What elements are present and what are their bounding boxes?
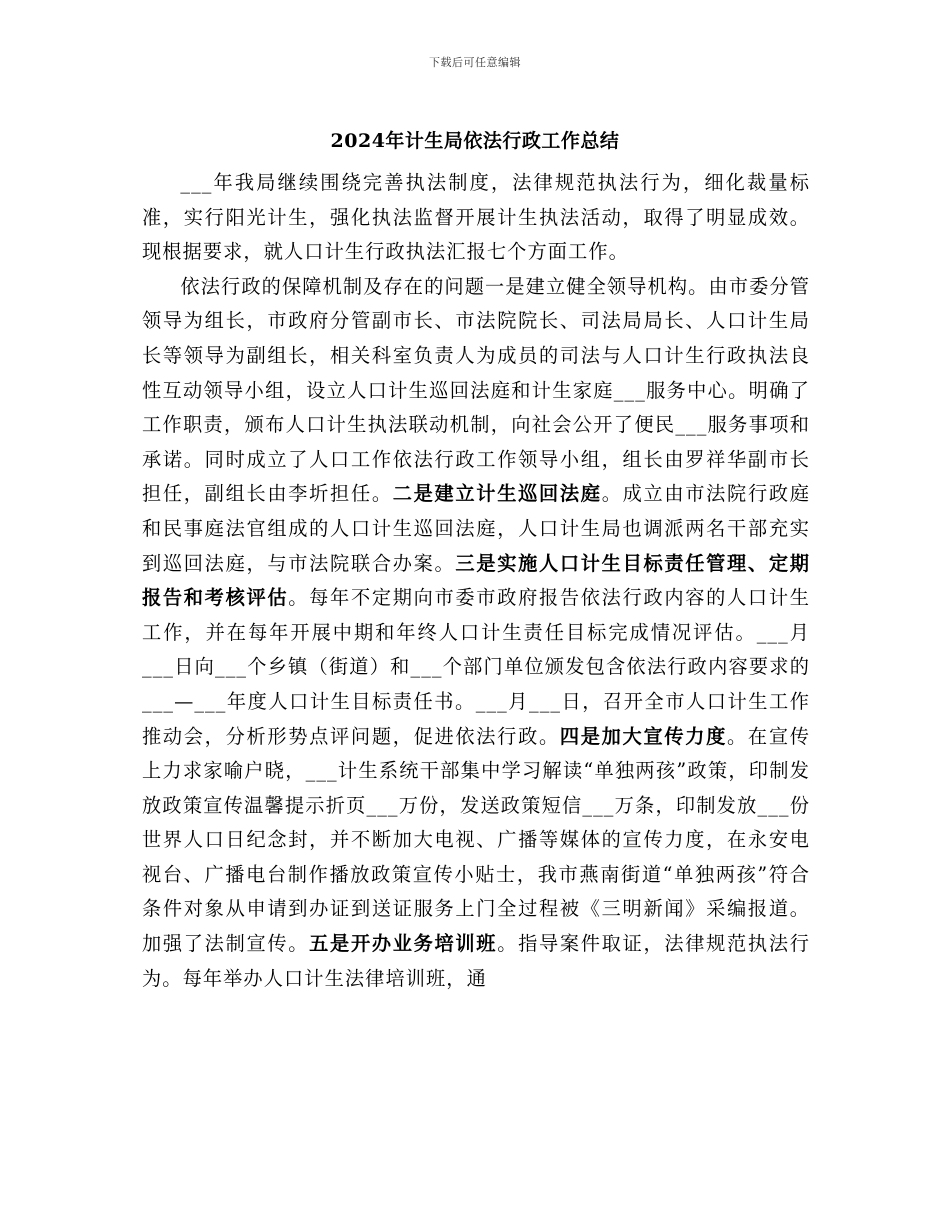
bold-heading-publicity: 四是加大宣传力度 [559,724,728,748]
document-body [142,166,810,996]
text-segment: 。在宣传上力求家喻户晓，___计生系统干部集中学习解读“单独两孩”政策，印制发放政策宣传温馨提示折页___万份，发送政策短信___万条，印制发放___份世界人口日纪念封，并不断加大电视、广播等媒体的宣传力度，在永安电视台、广播电台制作播放政策宣传小贴士，我市燕南街道“单独两孩”符合条件对象从申请到办证到送证服务上门全过程被《三明新闻》采编报道。加强了法制宣传。 [142,724,810,956]
text-segment: 。成立由市法院行政庭和民事庭法官组成的人口计生巡回法庭，人口计生局也调派两名干部充实到巡回法庭，与市法院联合办案。 [142,482,811,575]
text-segment: 。指导案件取证，法律规范执法行为。每年举办人口计生法律培训班，通 [142,932,810,990]
bold-heading-training: 五是开办业务培训班 [309,932,498,956]
bold-heading-target-responsibility: 三是实施人口计生目标责任管理、定期报告和考核评估 [142,551,811,610]
document-title: 2024年计生局依法行政工作总结 [330,130,620,152]
text-segment: 。每年不定期向市委市政府报告依法行政内容的人口计生工作，并在每年开展中期和年终人口计生责任目标完成情况评估。___月___日向___个乡镇（街道）和___个部门单位颁发包含依法行政内容要求的___—___年度人口计生目标责任书。___月___日，召开全市人口计生工作推动会，分析形势点评问题，促进依法行政。 [142,586,811,748]
paragraph-mechanisms [142,270,810,996]
paragraph-intro: ___年我局继续围绕完善执法制度，法律规范执法行为，细化裁量标准，实行阳光计生，强化执法监督开展计生执法活动，取得了明显成效。现根据要求，就人口计生行政执法汇报七个方面工作。 [142,171,810,264]
bold-heading-circuit-court: 二是建立计生巡回法庭 [392,482,602,506]
header-note: 下载后可任意编辑 [429,56,521,69]
text-segment: 依法行政的保障机制及存在的问题一是建立健全领导机构。由市委分管领导为组长，市政府分管副市长、市法院院长、司法局局长、人口计生局长等领导为副组长，相关科室负责人为成员的司法与人口计生行政执法良性互动领导小组，设立人口计生巡回法庭和计生家庭___服务中心。明确了工作职责，颁布人口计生执法联动机制，向社会公开了便民___服务事项和承诺。同时成立了人口工作依法行政工作领导小组，组长由罗祥华副市长担任，副组长由李圻担任。 [142,274,810,506]
